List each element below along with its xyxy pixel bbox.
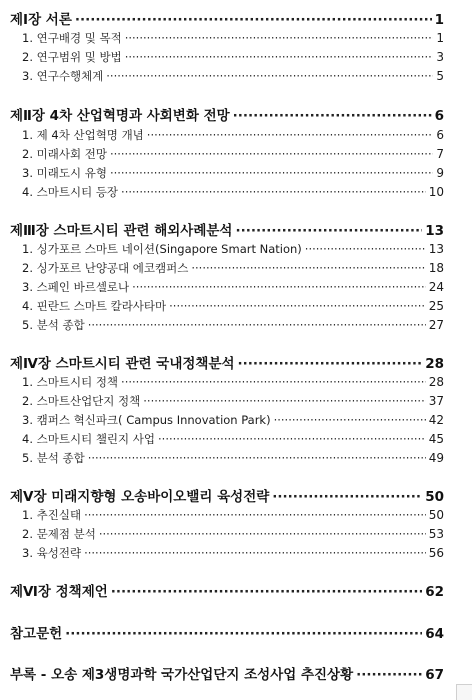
toc-item[interactable]: [10, 146, 444, 162]
page-number: 53: [428, 527, 444, 541]
page-number: 24: [428, 280, 444, 294]
dot-leader: [88, 451, 426, 465]
item-label: 4. 스마트시티 등장: [22, 185, 119, 199]
item-label: 2. 연구범위 및 방법: [22, 50, 122, 64]
page-number: 6: [436, 128, 444, 142]
toc-chapter-5[interactable]: [10, 485, 444, 505]
page-number: 67: [425, 667, 444, 683]
dot-leader: [110, 147, 433, 161]
item-label: 1. 스마트시티 정책: [22, 375, 119, 389]
page-number: 18: [428, 261, 444, 275]
item-label: 4. 스마트시티 챌린지 사업: [22, 432, 156, 446]
chapter-title: 제Ⅰ장 서론: [10, 12, 72, 28]
item-label: 1. 싱가포르 스마트 네이션(Singapore Smart Nation): [22, 242, 302, 256]
page-number: 28: [425, 356, 444, 372]
page-number: 9: [436, 166, 444, 180]
page-number: 49: [428, 451, 444, 465]
page-number: 50: [425, 489, 444, 505]
toc-references[interactable]: [10, 622, 444, 642]
toc-item[interactable]: [10, 374, 444, 390]
chapter-title: 제Ⅲ장 스마트시티 관련 해외사례분석: [10, 223, 233, 239]
dot-leader: [169, 299, 426, 313]
page-number: 1: [434, 12, 444, 28]
dot-leader: [75, 12, 432, 28]
dot-leader: [121, 375, 426, 389]
dot-leader: [238, 356, 423, 372]
item-label: 2. 미래사회 전망: [22, 147, 107, 161]
dot-leader: [191, 261, 425, 275]
page-number: 50: [428, 508, 444, 522]
toc-item[interactable]: [10, 68, 444, 84]
page-number: 28: [428, 375, 444, 389]
dot-leader: [143, 394, 425, 408]
page-number: 3: [436, 50, 444, 64]
page-number: 62: [425, 584, 444, 600]
page-number: 13: [428, 242, 444, 256]
dot-leader: [125, 31, 434, 45]
toc-item[interactable]: [10, 260, 444, 276]
item-label: 4. 핀란드 스마트 칼라사타마: [22, 299, 167, 313]
toc-item[interactable]: [10, 507, 444, 523]
scrollbar-corner: [456, 684, 472, 700]
toc-appendix[interactable]: [10, 663, 444, 683]
page-number: 27: [428, 318, 444, 332]
toc-item[interactable]: [10, 279, 444, 295]
dot-leader: [84, 546, 426, 560]
toc-item[interactable]: [10, 545, 444, 561]
dot-leader: [111, 584, 422, 600]
toc-item[interactable]: [10, 241, 444, 257]
toc-item[interactable]: [10, 412, 444, 428]
dot-leader: [99, 527, 426, 541]
toc-item[interactable]: [10, 393, 444, 409]
item-label: 3. 스페인 바르셀로나: [22, 280, 130, 294]
toc-item[interactable]: [10, 526, 444, 542]
dot-leader: [233, 108, 432, 124]
chapter-title: 참고문헌: [10, 626, 63, 642]
toc-item[interactable]: [10, 298, 444, 314]
item-label: 1. 제 4차 산업혁명 개념: [22, 128, 144, 142]
item-label: 1. 추진실태: [22, 508, 82, 522]
page-number: 64: [425, 626, 444, 642]
page-number: 13: [425, 223, 444, 239]
page-number: 5: [436, 69, 444, 83]
toc-item[interactable]: [10, 165, 444, 181]
page-number: 56: [428, 546, 444, 560]
dot-leader: [356, 667, 422, 683]
chapter-title: 제Ⅵ장 정책제언: [10, 584, 108, 600]
item-label: 2. 스마트산업단지 정책: [22, 394, 141, 408]
page-number: 37: [428, 394, 444, 408]
toc-item[interactable]: [10, 49, 444, 65]
toc-item[interactable]: [10, 30, 444, 46]
dot-leader: [272, 489, 422, 505]
dot-leader: [106, 69, 433, 83]
dot-leader: [305, 242, 426, 256]
toc-chapter-2[interactable]: [10, 104, 444, 124]
toc-chapter-6[interactable]: [10, 580, 444, 600]
item-label: 2. 싱가포르 난양공대 에코캠퍼스: [22, 261, 189, 275]
chapter-title: 부록 - 오송 제3생명과학 국가산업단지 조성사업 추진상황: [10, 667, 354, 683]
page-number: 7: [436, 147, 444, 161]
chapter-title: 제Ⅴ장 미래지향형 오송바이오밸리 육성전략: [10, 489, 270, 505]
page-number: 10: [428, 185, 444, 199]
dot-leader: [65, 626, 422, 642]
dot-leader: [121, 185, 426, 199]
dot-leader: [88, 318, 426, 332]
item-label: 3. 연구수행체계: [22, 69, 104, 83]
dot-leader: [110, 166, 433, 180]
toc-item[interactable]: [10, 127, 444, 143]
chapter-title: 제Ⅱ장 4차 산업혁명과 사회변화 전망: [10, 108, 230, 124]
page-number: 45: [428, 432, 444, 446]
toc-item[interactable]: [10, 450, 444, 466]
dot-leader: [84, 508, 426, 522]
item-label: 3. 미래도시 유형: [22, 166, 107, 180]
page-number: 42: [428, 413, 444, 427]
toc-item[interactable]: [10, 317, 444, 333]
toc-chapter-3[interactable]: [10, 219, 444, 239]
item-label: 2. 문제점 분석: [22, 527, 96, 541]
item-label: 3. 육성전략: [22, 546, 82, 560]
dot-leader: [235, 223, 422, 239]
dot-leader: [274, 413, 426, 427]
dot-leader: [147, 128, 434, 142]
dot-leader: [125, 50, 434, 64]
dot-leader: [158, 432, 426, 446]
item-label: 1. 연구배경 및 목적: [22, 31, 122, 45]
toc-chapter-1[interactable]: [10, 8, 444, 28]
toc-item[interactable]: [10, 184, 444, 200]
dot-leader: [132, 280, 426, 294]
page-number: 1: [436, 31, 444, 45]
chapter-title: 제Ⅳ장 스마트시티 관련 국내정책분석: [10, 356, 235, 372]
item-label: 3. 캠퍼스 혁신파크( Campus Innovation Park): [22, 413, 271, 427]
item-label: 5. 분석 종합: [22, 451, 85, 465]
page-number: 25: [428, 299, 444, 313]
toc-item[interactable]: [10, 431, 444, 447]
toc-chapter-4[interactable]: [10, 352, 444, 372]
page-number: 6: [434, 108, 444, 124]
item-label: 5. 분석 종합: [22, 318, 85, 332]
